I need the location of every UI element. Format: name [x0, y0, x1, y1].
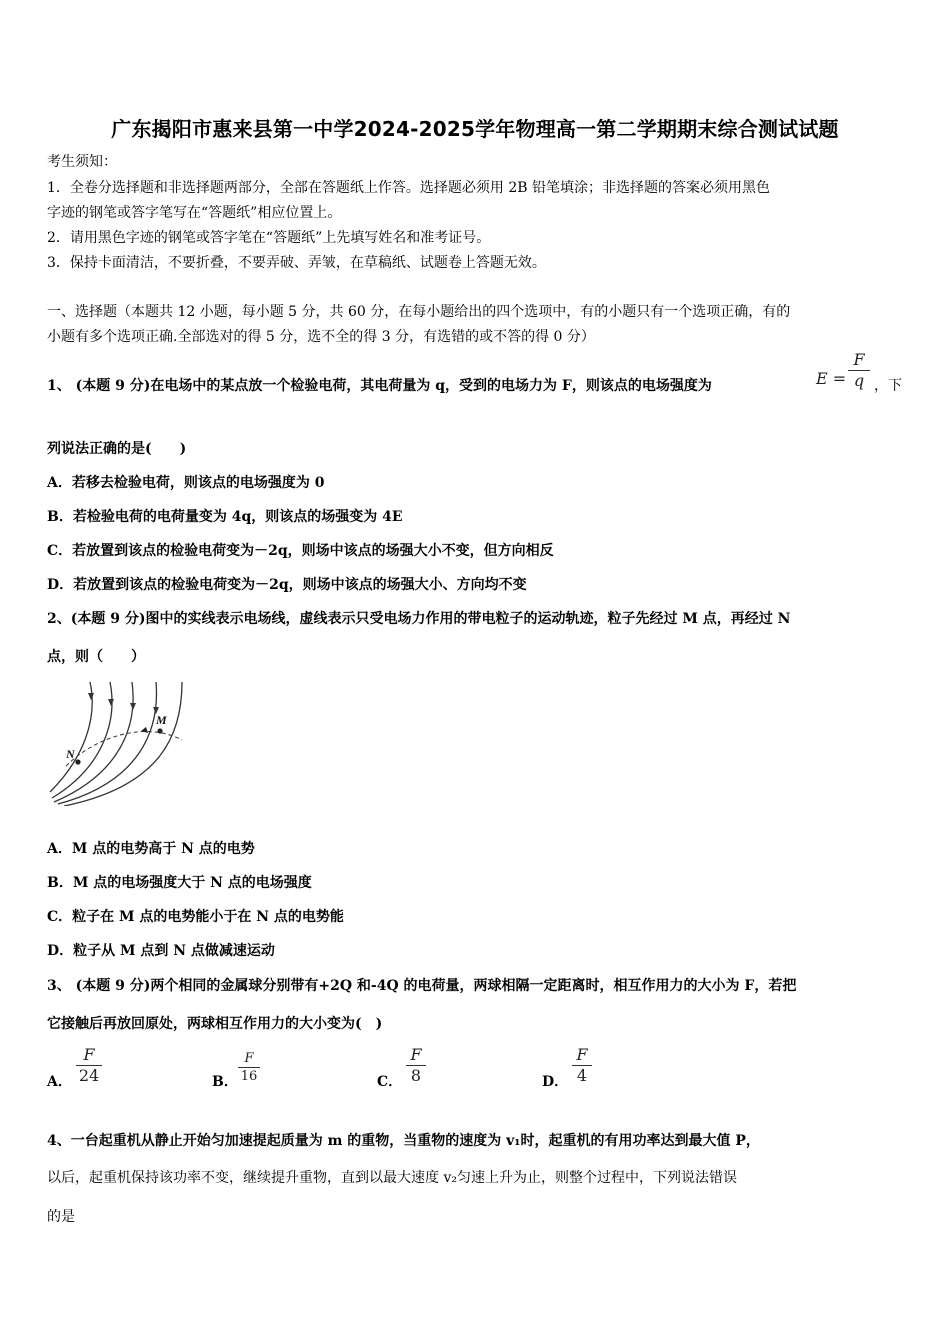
- section-instructions: 小题有多个选项正确.全部选对的得 5 分，选不全的得 3 分，有选错的或不答的得 0 分）: [47, 329, 595, 345]
- page-title: 广东揭阳市惠来县第一中学2024-2025学年物理高一第二学期期末综合测试试题: [111, 117, 839, 141]
- question-3-option-b-fraction: [238, 1051, 260, 1084]
- section-instructions: 一、选择题（本题共 12 小题，每小题 5 分，共 60 分，在每小题给出的四个选项中，有的小题只有一个选项正确，有的: [47, 304, 791, 320]
- question-2-stem: 点，则（ ）: [47, 649, 145, 665]
- notice-heading: 考生须知：: [47, 154, 117, 170]
- question-2-option-d: D．粒子从 M 点到 N 点做减速运动: [47, 943, 275, 959]
- notice-item: 3．保持卡面清洁，不要折叠，不要弄破、弄皱，在草稿纸、试题卷上答题无效。: [47, 255, 546, 271]
- fraction-numerator: F: [83, 1045, 95, 1064]
- fraction-denominator: 24: [78, 1066, 100, 1085]
- fraction-numerator: F: [244, 1051, 254, 1066]
- point-m: [157, 728, 162, 733]
- field-arrow: [130, 703, 136, 710]
- field-line: [58, 682, 156, 804]
- question-1-stem-tail: ，下: [874, 378, 902, 394]
- fraction-denominator: 16: [240, 1069, 258, 1084]
- question-2-option-b: B．M 点的电场强度大于 N 点的电场强度: [47, 875, 312, 891]
- question-1-option-d: D．若放置到该点的检验电荷变为－2q，则场中该点的场强大小、方向均不变: [47, 577, 527, 593]
- question-1-option-b: B．若检验电荷的电荷量变为 4q，则该点的场强变为 4E: [47, 509, 403, 525]
- question-3-option-d-fraction: [572, 1046, 592, 1085]
- question-3-option-b-label: B．: [212, 1074, 238, 1090]
- question-3-option-a-fraction: [76, 1046, 102, 1085]
- fraction-numerator: F: [410, 1045, 422, 1064]
- formula-lhs: E =: [816, 369, 847, 388]
- formula-e-equals-f-over-q: [816, 369, 846, 388]
- field-line: [50, 682, 92, 792]
- formula-denominator: q: [853, 371, 865, 390]
- field-arrow: [108, 699, 114, 706]
- notice-item: 2．请用黑色字迹的钢笔或答字笔在“答题纸”上先填写姓名和准考证号。: [47, 230, 491, 246]
- point-n: [75, 759, 80, 764]
- fraction-numerator: F: [576, 1045, 588, 1064]
- question-4-stem: 4、一台起重机从静止开始匀加速提起质量为 m 的重物，当重物的速度为 v₁时，起重机的有用功率达到最大值 P，: [47, 1133, 760, 1149]
- label-n: N: [66, 747, 75, 761]
- field-arrow: [88, 693, 94, 700]
- question-1-option-c: C．若放置到该点的检验电荷变为－2q，则场中该点的场强大小不变，但方向相反: [47, 543, 554, 559]
- question-4-stem: 的是: [47, 1209, 75, 1225]
- question-1-stem: 1、 (本题 9 分)在电场中的某点放一个检验电荷，其电荷量为 q，受到的电场力为 F，则该点的电场强度为: [47, 378, 712, 394]
- formula-numerator: F: [853, 350, 865, 369]
- formula-fraction: [848, 351, 870, 390]
- question-3-option-c-fraction: [406, 1046, 426, 1085]
- question-4-stem: 以后，起重机保持该功率不变，继续提升重物，直到以最大速度 v₂匀速上升为止，则整个过程中，下列说法错误: [47, 1170, 737, 1186]
- question-2-stem: 2、(本题 9 分)图中的实线表示电场线，虚线表示只受电场力作用的带电粒子的运动轨迹，粒子先经过 M 点，再经过 N: [47, 611, 791, 627]
- fraction-denominator: 4: [576, 1066, 588, 1085]
- notice-item: 1．全卷分选择题和非选择题两部分，全部在答题纸上作答。选择题必须用 2B 铅笔填涂；非选择题的答案必须用黑色: [47, 180, 770, 196]
- question-3-option-d-label: D．: [542, 1074, 569, 1090]
- question-3-stem: 3、 (本题 9 分)两个相同的金属球分别带有+2Q 和-4Q 的电荷量，两球相隔一定距离时，相互作用力的大小为 F，若把: [47, 978, 797, 994]
- field-line: [54, 682, 133, 802]
- question-1-stem: 列说法正确的是( ): [47, 441, 187, 457]
- question-3-stem: 它接触后再放回原处，两球相互作用力的大小变为( ): [47, 1016, 383, 1032]
- notice-item: 字迹的钢笔或答字笔写在“答题纸”相应位置上。: [47, 205, 342, 221]
- fraction-bar: [238, 1067, 260, 1068]
- question-1-option-a: A．若移去检验电荷，则该点的电场强度为 0: [47, 475, 325, 491]
- question-2-option-c: C．粒子在 M 点的电势能小于在 N 点的电势能: [47, 909, 344, 925]
- question-3-option-c-label: C．: [377, 1074, 403, 1090]
- fraction-denominator: 8: [410, 1066, 422, 1085]
- electric-field-lines-figure: [44, 678, 194, 806]
- question-3-option-a-label: A．: [47, 1074, 72, 1090]
- label-m: M: [156, 713, 167, 727]
- question-2-option-a: A．M 点的电势高于 N 点的电势: [47, 841, 255, 857]
